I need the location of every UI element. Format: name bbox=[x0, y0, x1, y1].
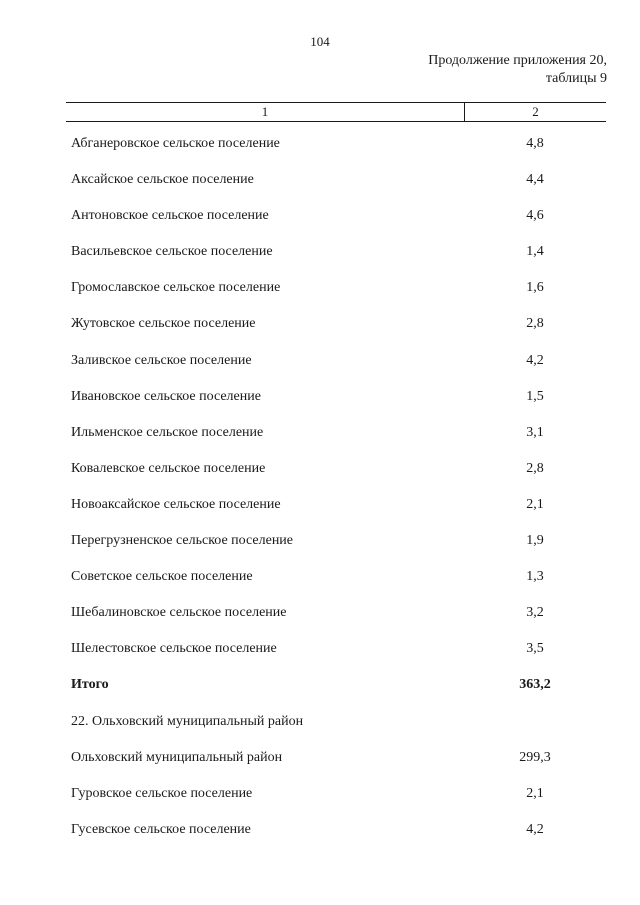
row-value: 1,4 bbox=[526, 244, 544, 260]
row-value: 3,1 bbox=[526, 424, 544, 440]
row-value: 299,3 bbox=[519, 749, 551, 765]
table-row bbox=[0, 497, 640, 533]
row-value: 4,2 bbox=[526, 821, 544, 837]
row-name: Ивановское сельское поселение bbox=[71, 388, 261, 404]
table-row bbox=[0, 750, 640, 786]
section-heading-row bbox=[0, 714, 640, 750]
table-header-col-1: 1 bbox=[261, 104, 269, 119]
table-row bbox=[0, 786, 640, 822]
total-row bbox=[0, 677, 640, 713]
row-name: Гусевское сельское поселение bbox=[71, 821, 251, 837]
row-value: 4,2 bbox=[526, 352, 544, 368]
row-value: 4,4 bbox=[526, 172, 544, 188]
row-name: Ольховский муниципальный район bbox=[71, 749, 283, 765]
row-value: 1,3 bbox=[526, 569, 544, 585]
row-name: Советское сельское поселение bbox=[71, 569, 253, 585]
table-row bbox=[0, 822, 640, 858]
table-row bbox=[0, 605, 640, 641]
row-value: 2,8 bbox=[526, 316, 544, 332]
page-number: 104 bbox=[310, 34, 330, 49]
row-value: 1,6 bbox=[526, 280, 544, 296]
continuation-line-2: таблицы 9 bbox=[545, 71, 607, 86]
table-row bbox=[0, 569, 640, 605]
row-name: Гуровское сельское поселение bbox=[71, 785, 253, 801]
row-value: 2,8 bbox=[526, 460, 544, 476]
row-name: Ильменское сельское поселение bbox=[71, 424, 264, 440]
table-row bbox=[0, 208, 640, 244]
table-row bbox=[0, 533, 640, 569]
table-row bbox=[0, 280, 640, 316]
table-header-bottom-rule bbox=[66, 121, 606, 122]
row-name: Шелестовское сельское поселение bbox=[71, 641, 277, 657]
table-row bbox=[0, 461, 640, 497]
row-name: Заливское сельское поселение bbox=[71, 352, 252, 368]
row-name: Ковалевское сельское поселение bbox=[71, 460, 266, 476]
row-value: 4,6 bbox=[526, 208, 544, 224]
row-name: Аксайское сельское поселение bbox=[71, 172, 254, 188]
row-value: 2,1 bbox=[526, 496, 544, 512]
table-row bbox=[0, 641, 640, 677]
row-name: Громославское сельское поселение bbox=[71, 280, 281, 296]
row-value: 3,5 bbox=[526, 641, 544, 657]
table-row bbox=[0, 316, 640, 352]
table-header-top-rule bbox=[66, 102, 606, 103]
row-name: Васильевское сельское поселение bbox=[71, 244, 273, 260]
table-header bbox=[66, 102, 606, 122]
total-value: 363,2 bbox=[519, 677, 551, 693]
row-name: Антоновское сельское поселение bbox=[71, 208, 269, 224]
row-name: Перегрузненское сельское поселение bbox=[71, 533, 294, 549]
row-value: 2,1 bbox=[526, 785, 544, 801]
row-name: Шебалиновское сельское поселение bbox=[71, 605, 287, 621]
table-row bbox=[0, 353, 640, 389]
table-header-col-2: 2 bbox=[532, 104, 539, 119]
continuation-note bbox=[428, 52, 607, 88]
table-row bbox=[0, 244, 640, 280]
row-value: 3,2 bbox=[526, 605, 544, 621]
row-name: Жутовское сельское поселение bbox=[71, 316, 256, 332]
row-value: 1,5 bbox=[526, 388, 544, 404]
row-value: 4,8 bbox=[526, 136, 544, 151]
total-label: Итого bbox=[71, 677, 109, 693]
table-row bbox=[0, 172, 640, 208]
continuation-line-1: Продолжение приложения 20, bbox=[428, 53, 607, 68]
table-body bbox=[0, 136, 640, 858]
table-row bbox=[0, 136, 640, 172]
row-value: 1,9 bbox=[526, 533, 544, 549]
row-name: Новоаксайское сельское поселение bbox=[71, 496, 281, 512]
table-row bbox=[0, 389, 640, 425]
section-heading: 22. Ольховский муниципальный район bbox=[71, 713, 304, 729]
row-name: Абганеровское сельское поселение bbox=[71, 136, 280, 151]
table-row bbox=[0, 425, 640, 461]
